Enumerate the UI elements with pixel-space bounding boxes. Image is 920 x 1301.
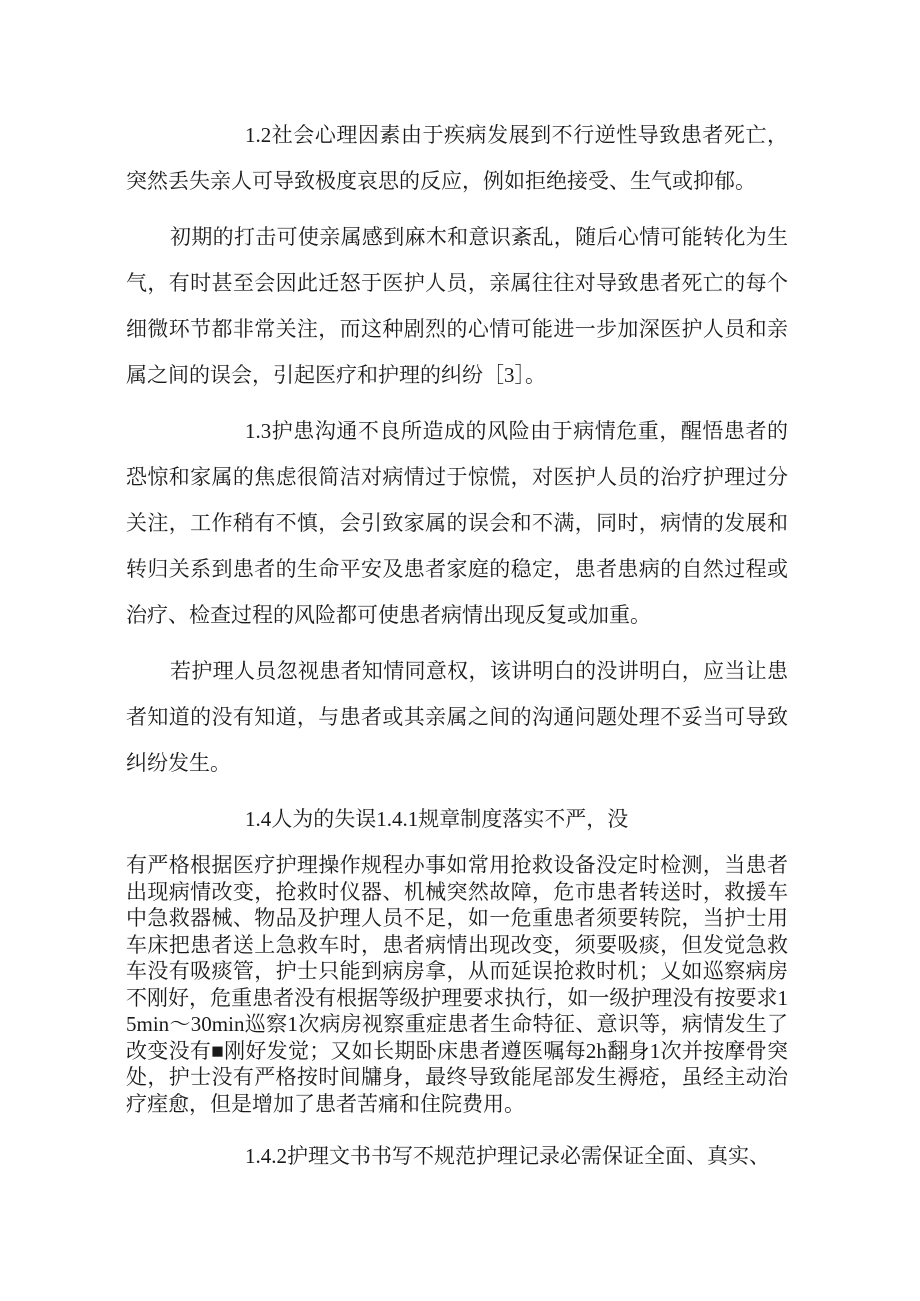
paragraph-informed-consent: 若护理人员忽视患者知情同意权，该讲明白的没讲明白，应当让患者知道的没有知道，与患者或其亲属之间的沟通问题处理不妥当可导致纠纷发生。 (126, 659, 788, 775)
paragraph-1-2-social-psychological-factors: 1.2社会心理因素由于疾病发展到不行逆性导致患者死亡，突然丢失亲人可导致极度哀思的反应，例如拒绝接受、生气或抑郁。 (126, 123, 788, 193)
paragraph-1-4-human-error-heading: 1.4人为的失误1.4.1规章制度落实不严，没 (245, 807, 629, 831)
paragraph-1-3-nurse-patient-communication-risk: 1.3护患沟通不良所造成的风险由于病情危重，醒悟患者的恐惊和家属的焦虑很简洁对病情过于惊慌，对医护人员的治疗护理过分关注，工作稍有不慎，会引致家属的误会和不满，同时，病情的发展和转归关系到患者的生命平安及患者家庭的稳定，患者患病的自然过程或治疗、检查过程的风险都可使患者病情出现反复或加重。 (126, 419, 788, 627)
paragraph-1-4-2-nursing-records-heading: 1.4.2护理文书书写不规范护理记录必需保证全面、真实、 (245, 1144, 770, 1168)
paragraph-1-4-1-rules-not-implemented-body: 有严格根据医疗护理操作规程办事如常用抢救设备没定时检测，当患者出现病情改变，抢救时仪器、机械突然故障，危市患者转送时，救援车中急救器械、物品及护理人员不足，如一危重患者须要转院，当护士用车床把患者送上急救车时，患者病情出现改变，须要吸痰，但发觉急救车没有吸痰管，护士只能到病房拿，从而延误抢救时机；乂如巡察病房不刚好，危重患者没有根据等级护理要求执行，如一级护理没有按要求15min～30min巡察1次病房视察重症患者生命特征、意识等，病情发生了改变没有■刚好发觉；又如长期卧床患者遵医嘱每2h翻身1次并按摩骨突处，护士没有严格按时间牗身，最终导致能尾部发生褥疮，虽经主动治疗痓愈，但是增加了患者苦痛和住院费用。 (126, 853, 788, 1116)
paragraph-initial-shock-of-family: 初期的打击可使亲属感到麻木和意识紊乱，随后心情可能转化为生气，有时甚至会因此迁怒于医护人员，亲属往往对导致患者死亡的每个细微环节都非常关注，而这种剧烈的心情可能进一步加深医护人员和亲属之间的误会，引起医疗和护理的纠纷［3］。 (126, 225, 788, 387)
